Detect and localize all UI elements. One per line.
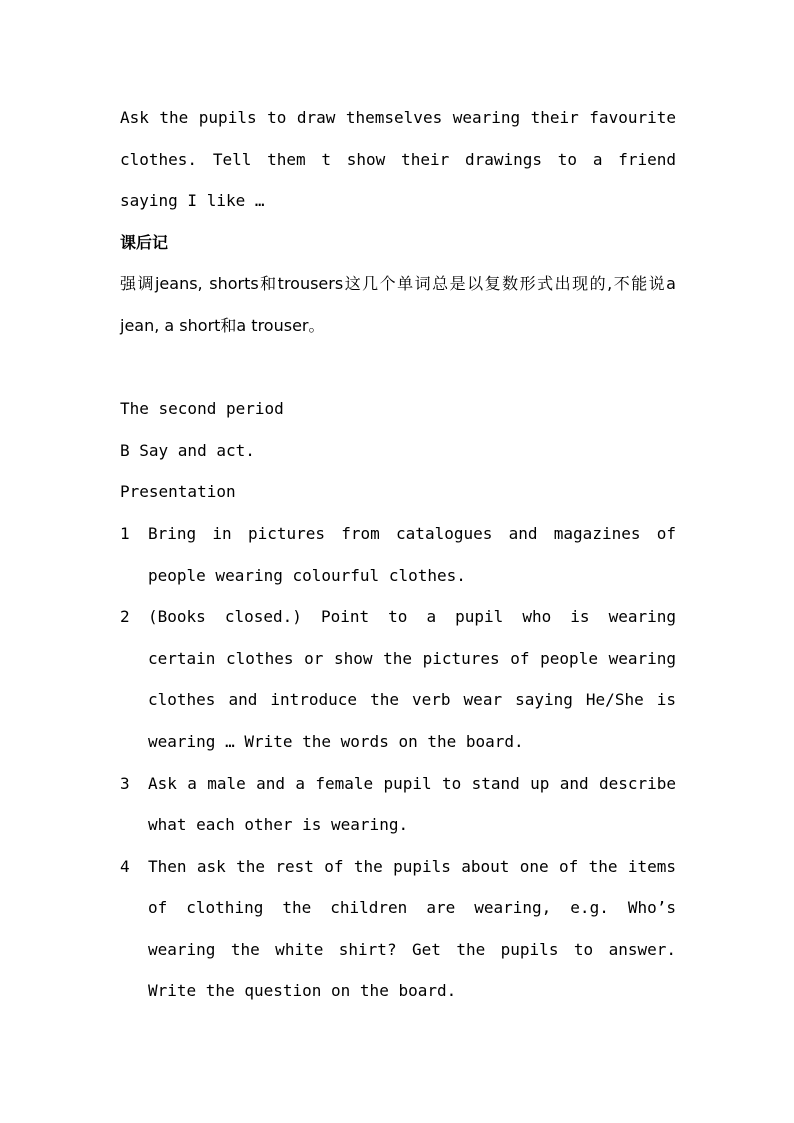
list-item-number: 1 — [120, 523, 130, 543]
list-item-number: 4 — [120, 856, 130, 876]
list-item — [120, 596, 676, 762]
list-item-text: Bring in pictures from catalogues and magazines of people wearing colourful clothes. — [148, 523, 676, 585]
list-item — [120, 846, 676, 1012]
document-body — [120, 97, 676, 1012]
notes-heading: 课后记 — [120, 232, 169, 252]
blank-line — [120, 347, 676, 389]
list-item-number: 2 — [120, 607, 130, 627]
period-title: The second period — [120, 399, 284, 419]
subsection-title: Presentation — [120, 482, 236, 502]
list-item — [120, 513, 676, 596]
section-title: B Say and act. — [120, 440, 255, 460]
list-item-text: Ask a male and a female pupil to stand up and describe what each other is wearing. — [148, 773, 676, 835]
list-item-text: (Books closed.) Point to a pupil who is wearing certain clothes or show the pictures of people wearing clothes and introduce the verb wear saying He/She is wearing … Write the words on the board. — [148, 607, 676, 751]
presentation-steps-list — [120, 513, 676, 1012]
list-item — [120, 763, 676, 846]
notes-text: 强调jeans, shorts和trousers这几个单词总是以复数形式出现的,不能说a jean, a short和a trouser。 — [120, 274, 676, 335]
list-item-number: 3 — [120, 773, 130, 793]
intro-paragraph: Ask the pupils to draw themselves wearing their favourite clothes. Tell them t show their drawings to a friend saying I like … — [120, 108, 676, 211]
list-item-text: Then ask the rest of the pupils about one of the items of clothing the children are wearing, e.g. Who’s wearing the white shirt? Get the pupils to answer. Write the question on the board. — [148, 856, 676, 1001]
